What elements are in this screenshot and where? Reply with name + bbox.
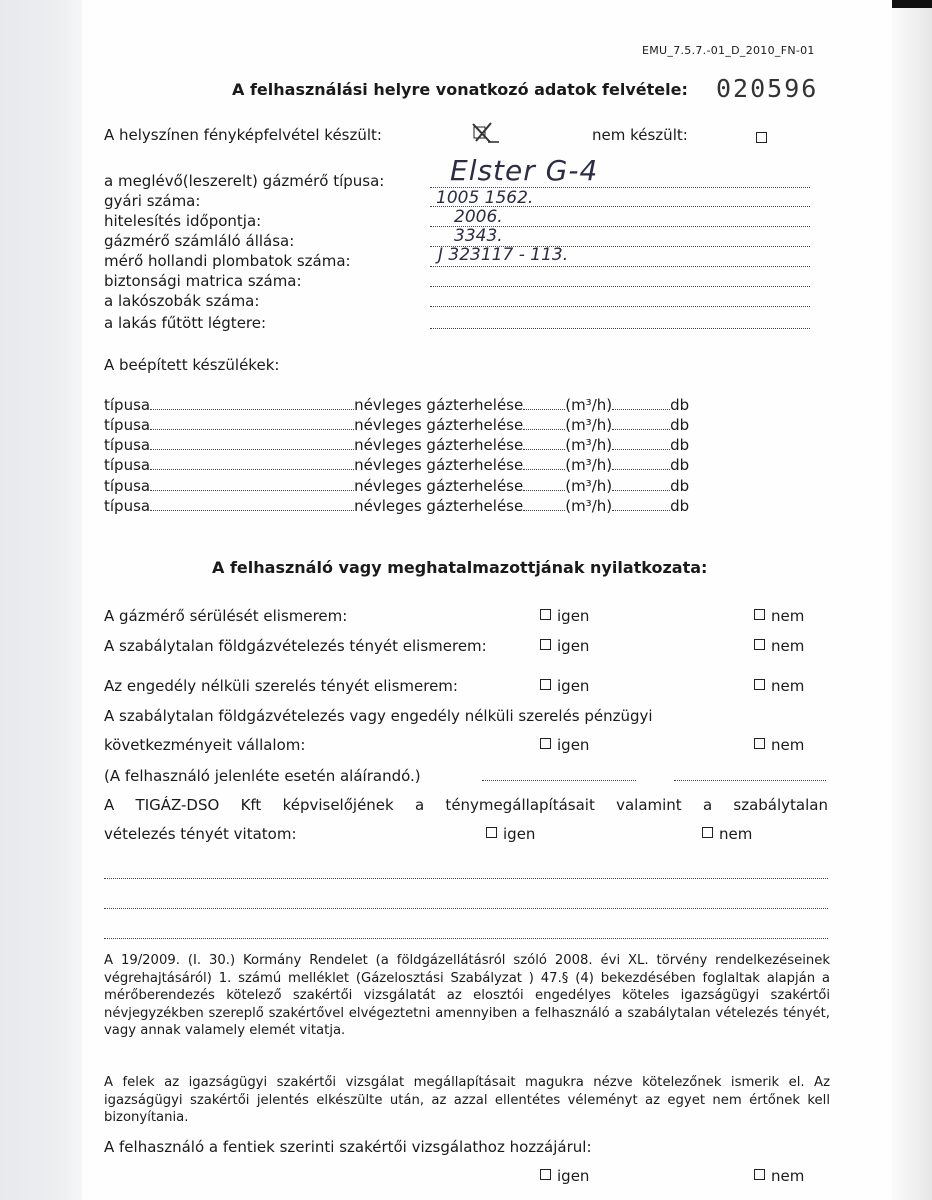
calibration-date-value: 2006. xyxy=(454,207,503,227)
device-type-label: típusa xyxy=(104,416,151,434)
device-qty-label: db xyxy=(670,497,690,515)
seal-number-value: J 323117 - 113. xyxy=(438,245,569,265)
security-sticker-label: biztonsági matrica száma: xyxy=(104,272,302,290)
photo-label: A helyszínen fényképfelvétel készült: xyxy=(104,126,382,144)
scan-margin-left xyxy=(0,0,82,1200)
counter-reading-value: 3343. xyxy=(454,226,503,246)
device-unit: (m³/h) xyxy=(565,396,613,414)
q3-no-option[interactable]: nem xyxy=(754,677,804,695)
checkbox-icon xyxy=(754,738,765,749)
comment-line-1[interactable] xyxy=(104,878,828,879)
comment-line-3[interactable] xyxy=(104,938,828,939)
device-unit: (m³/h) xyxy=(565,456,613,474)
device-unit: (m³/h) xyxy=(565,497,613,515)
device-row xyxy=(104,456,689,474)
device-type-label: típusa xyxy=(104,396,151,414)
device-unit: (m³/h) xyxy=(565,436,613,454)
device-qty-label: db xyxy=(670,416,690,434)
q5-label-line1: A TIGÁZ-DSO Kft képviselőjének a ténymegállapításait valamint a szabálytalan xyxy=(104,796,828,814)
signature-line-2[interactable] xyxy=(674,780,826,781)
form-page xyxy=(82,0,892,1200)
device-row xyxy=(104,477,689,495)
device-type-label: típusa xyxy=(104,456,151,474)
q1-no-option[interactable]: nem xyxy=(754,607,804,625)
device-load-label: névleges gázterhelése xyxy=(354,396,524,414)
q2-no-option[interactable]: nem xyxy=(754,637,804,655)
scan-edge-top xyxy=(892,0,932,8)
checkbox-icon xyxy=(754,1169,765,1180)
meter-type-label: a meglévő(leszerelt) gázmérő típusa: xyxy=(104,172,385,190)
q1-yes-option[interactable]: igen xyxy=(540,607,589,625)
photo-taken-checkbox[interactable] xyxy=(470,120,504,146)
meter-type-value: Elster G-4 xyxy=(450,154,599,187)
legal-text: A 19/2009. (I. 30.) Kormány Rendelet (a földgázellátásról szóló 2008. évi XL. törvény rendelkezéseinek végrehajtásáról) 1. számú melléklet (Gázelosztási Szabályzat ) 47.§ (4) bekezdésében foglaltak alapján a mérőberendezés kötelező szakértői vizsgálatát az elosztói engedélyes köteles igazságügyi szakértői névjegyzékben szereplő szakértővel elvégeztetni amennyiben a felhasználó a szabálytalan vételezés tényét, vagy annak valamely elemét vitatja. xyxy=(104,953,830,1038)
photo-not-taken-checkbox[interactable] xyxy=(756,129,773,148)
factory-number-value: 1005 1562. xyxy=(436,188,534,208)
device-qty-label: db xyxy=(670,477,690,495)
checkbox-icon xyxy=(754,679,765,690)
devices-heading: A beépített készülékek: xyxy=(104,356,280,374)
device-type-label: típusa xyxy=(104,436,151,454)
checkbox-icon xyxy=(702,827,713,838)
sign-note: (A felhasználó jelenléte esetén aláírandó.) xyxy=(104,767,421,785)
counter-reading-label: gázmérő számláló állása: xyxy=(104,232,295,250)
q4-yes-option[interactable]: igen xyxy=(540,736,589,754)
device-type-label: típusa xyxy=(104,477,151,495)
q4-label-line1: A szabálytalan földgázvételezés vagy engedély nélküli szerelés pénzügyi xyxy=(104,707,653,725)
checkbox-icon xyxy=(754,609,765,620)
calibration-date-label: hitelesítés időpontja: xyxy=(104,212,262,230)
serial-number: 020596 xyxy=(716,74,819,103)
device-load-label: névleges gázterhelése xyxy=(354,456,524,474)
rooms-count-line xyxy=(430,306,810,307)
device-unit: (m³/h) xyxy=(565,416,613,434)
heated-volume-label: a lakás fűtött légtere: xyxy=(104,314,267,332)
declaration-heading: A felhasználó vagy meghatalmazottjának nyilatkozata: xyxy=(212,558,708,577)
factory-number-label: gyári száma: xyxy=(104,192,201,210)
checkbox-icon xyxy=(756,132,767,143)
q5-yes-option[interactable]: igen xyxy=(486,825,535,843)
heated-volume-line xyxy=(430,328,810,329)
q4-label-line2: következményeit vállalom: xyxy=(104,736,306,754)
device-row xyxy=(104,436,689,454)
checkbox-icon xyxy=(754,639,765,650)
device-row xyxy=(104,416,689,434)
signature-line-1[interactable] xyxy=(482,780,636,781)
checkbox-icon xyxy=(540,1169,551,1180)
q4-no-option[interactable]: nem xyxy=(754,736,804,754)
q1-label: A gázmérő sérülését elismerem: xyxy=(104,607,348,625)
device-qty-label: db xyxy=(670,396,690,414)
q3-yes-option[interactable]: igen xyxy=(540,677,589,695)
seal-number-label: mérő hollandi plombatok száma: xyxy=(104,252,351,270)
device-unit: (m³/h) xyxy=(565,477,613,495)
q2-yes-option[interactable]: igen xyxy=(540,637,589,655)
form-title: A felhasználási helyre vonatkozó adatok felvétele: xyxy=(232,80,688,99)
device-type-label: típusa xyxy=(104,497,151,515)
comment-line-2[interactable] xyxy=(104,908,828,909)
device-row xyxy=(104,497,689,515)
device-load-label: névleges gázterhelése xyxy=(354,416,524,434)
device-row xyxy=(104,396,689,414)
consent-yes-option[interactable]: igen xyxy=(540,1167,589,1185)
q5-label-line2: vételezés tényét vitatom: xyxy=(104,825,297,843)
device-qty-label: db xyxy=(670,456,690,474)
checkbox-icon xyxy=(540,679,551,690)
device-load-label: névleges gázterhelése xyxy=(354,477,524,495)
scan-margin-right xyxy=(892,0,932,1200)
expert-text: A felek az igazságügyi szakértői vizsgálat megállapításait magukra nézve kötelezőnek ismerik el. Az igazságügyi szakértői jelentés elkészülte után, az azzal ellentétes véleményt az egyet nem értőnek kell bizonyítania. xyxy=(104,1075,830,1125)
checkbox-icon xyxy=(540,609,551,620)
form-code: EMU_7.5.7.-01_D_2010_FN-01 xyxy=(642,44,815,57)
checkbox-icon xyxy=(486,827,497,838)
device-load-label: névleges gázterhelése xyxy=(354,436,524,454)
consent-no-option[interactable]: nem xyxy=(754,1167,804,1185)
checkbox-icon xyxy=(540,639,551,650)
q5-no-option[interactable]: nem xyxy=(702,825,752,843)
security-sticker-line xyxy=(430,286,810,287)
device-load-label: névleges gázterhelése xyxy=(354,497,524,515)
seal-number-line xyxy=(430,266,810,267)
q3-label: Az engedély nélküli szerelés tényét elismerem: xyxy=(104,677,458,695)
device-qty-label: db xyxy=(670,436,690,454)
checkbox-icon xyxy=(540,738,551,749)
rooms-count-label: a lakószobák száma: xyxy=(104,292,260,310)
photo-not-label: nem készült: xyxy=(592,126,688,144)
checked-x-icon xyxy=(470,120,504,146)
q2-label: A szabálytalan földgázvételezés tényét elismerem: xyxy=(104,637,487,655)
consent-label: A felhasználó a fentiek szerinti szakértői vizsgálathoz hozzájárul: xyxy=(104,1138,592,1156)
